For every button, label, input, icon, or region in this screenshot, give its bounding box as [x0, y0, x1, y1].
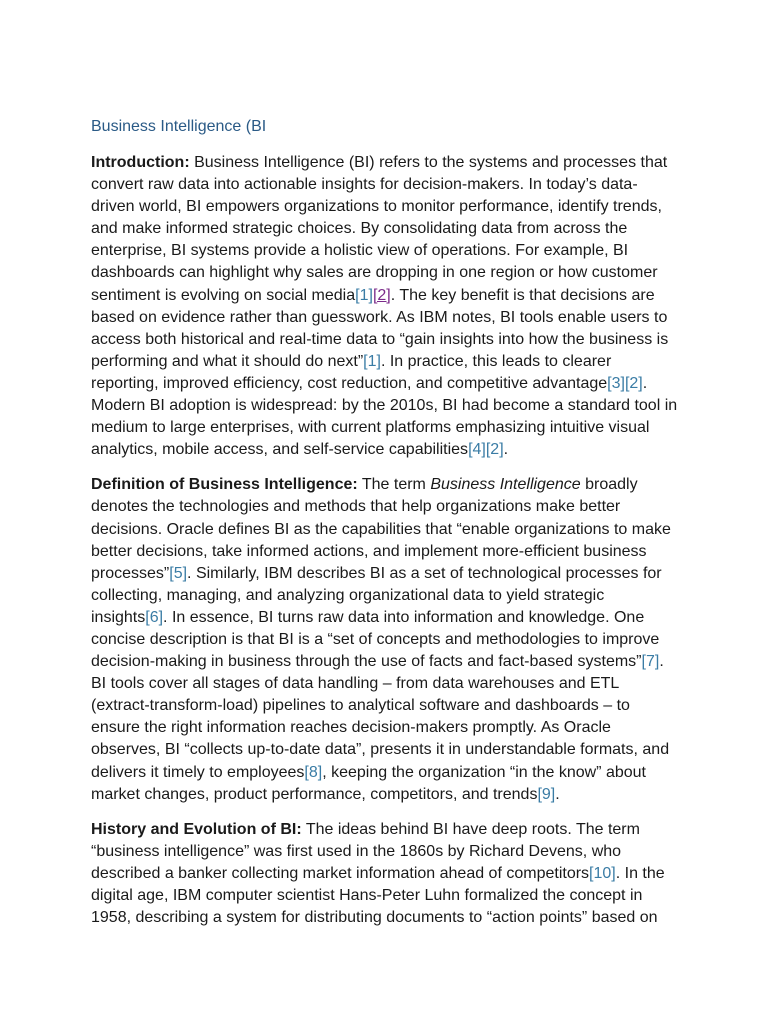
section-paragraph: [91, 474, 680, 805]
body-text: . The key benefit is that decisions are based on evidence rather than guesswork. As IBM notes, BI tools enable users to access both historical and real-time data to “gain insights into how the business is performing and what it should do next”: [91, 286, 669, 370]
body-text: Business Intelligence (BI) refers to the systems and processes that convert raw data into actionable insights for decision-makers. In today’s data-driven world, BI empowers organizations to monitor performance, identify trends, and make informed strategic choices. By consolidating data from across the enterprise, BI systems provide a holistic view of operations. For example, BI dashboards can highlight why sales are dropping in one region or how customer sentiment is evolving on social media: [91, 154, 668, 304]
body-text: The term: [357, 476, 431, 494]
citation-link[interactable]: [1]: [363, 352, 381, 370]
citation-link[interactable]: [10]: [589, 864, 616, 882]
body-text: .: [555, 785, 560, 803]
citation-link[interactable]: [3]: [607, 374, 625, 392]
section-heading: Introduction:: [91, 154, 190, 171]
body-text: . In practice, this leads to clearer reporting, improved efficiency, cost reduction, and competitive advantage: [91, 352, 612, 392]
section-heading: Definition of Business Intelligence:: [91, 476, 358, 494]
citation-link[interactable]: [9]: [537, 785, 556, 803]
body-text: The ideas behind BI have deep roots. The term “business intelligence” was first used in the 1860s by Richard Devens, who described a banker collecting market information ahead of competitors: [91, 820, 640, 882]
body-text: . In essence, BI turns raw data into information and knowledge. One concise description is that BI is a “set of concepts and methodologies to improve decision-making in business through the use of facts and fact-based systems”: [91, 608, 660, 671]
body-text: , keeping the organization “in the know” about market changes, product performance, competitors, and trends: [91, 763, 646, 803]
citation-link[interactable]: [2]: [372, 286, 391, 304]
document-body: [91, 152, 680, 929]
body-text: . Modern BI adoption is widespread: by the 2010s, BI had become a standard tool in medium to large enterprises, with current platforms emphasizing intuitive visual analytics, mobile access, and self-service capabilities: [91, 374, 678, 459]
body-text: . BI tools cover all stages of data handling – from data warehouses and ETL (extract-transform-load) pipelines to analytical software and dashboards – to ensure the right information reaches decision-makers promptly. As Oracle observes, BI “collects up-to-date data”, presents it in understandable formats, and delivers it timely to employees: [91, 653, 670, 781]
citation-link[interactable]: [7]: [641, 653, 660, 671]
italic-term: Business Intelligence: [430, 476, 581, 494]
body-text: broadly denotes the technologies and methods that help organizations make better decisions. Oracle defines BI as the capabilities that “enable organizations to make better decisions, take informed actions, and implement more-efficient business processes”: [91, 476, 671, 582]
citation-link[interactable]: [6]: [145, 608, 164, 626]
citation-link[interactable]: [5]: [169, 564, 188, 582]
citation-link[interactable]: [1]: [355, 286, 373, 304]
section-heading: History and Evolution of BI:: [91, 820, 302, 838]
citation-link[interactable]: [2]: [485, 441, 504, 459]
citation-link[interactable]: [8]: [304, 763, 323, 781]
document-title: Business Intelligence (BI: [91, 118, 267, 135]
citation-link[interactable]: [4]: [468, 441, 486, 459]
body-text: . In the digital age, IBM computer scientist Hans-Peter Luhn formalized the concept in 1958, describing a system for distributing documents to “action points” based on: [91, 864, 665, 927]
section-paragraph: [91, 152, 680, 461]
section-paragraph: [91, 819, 680, 929]
body-text: . Similarly, IBM describes BI as a set of technological processes for collecting, managing, and analyzing organizational data to yield strategic insights: [91, 564, 662, 626]
body-text: .: [503, 441, 509, 459]
citation-link[interactable]: [2]: [624, 374, 643, 392]
